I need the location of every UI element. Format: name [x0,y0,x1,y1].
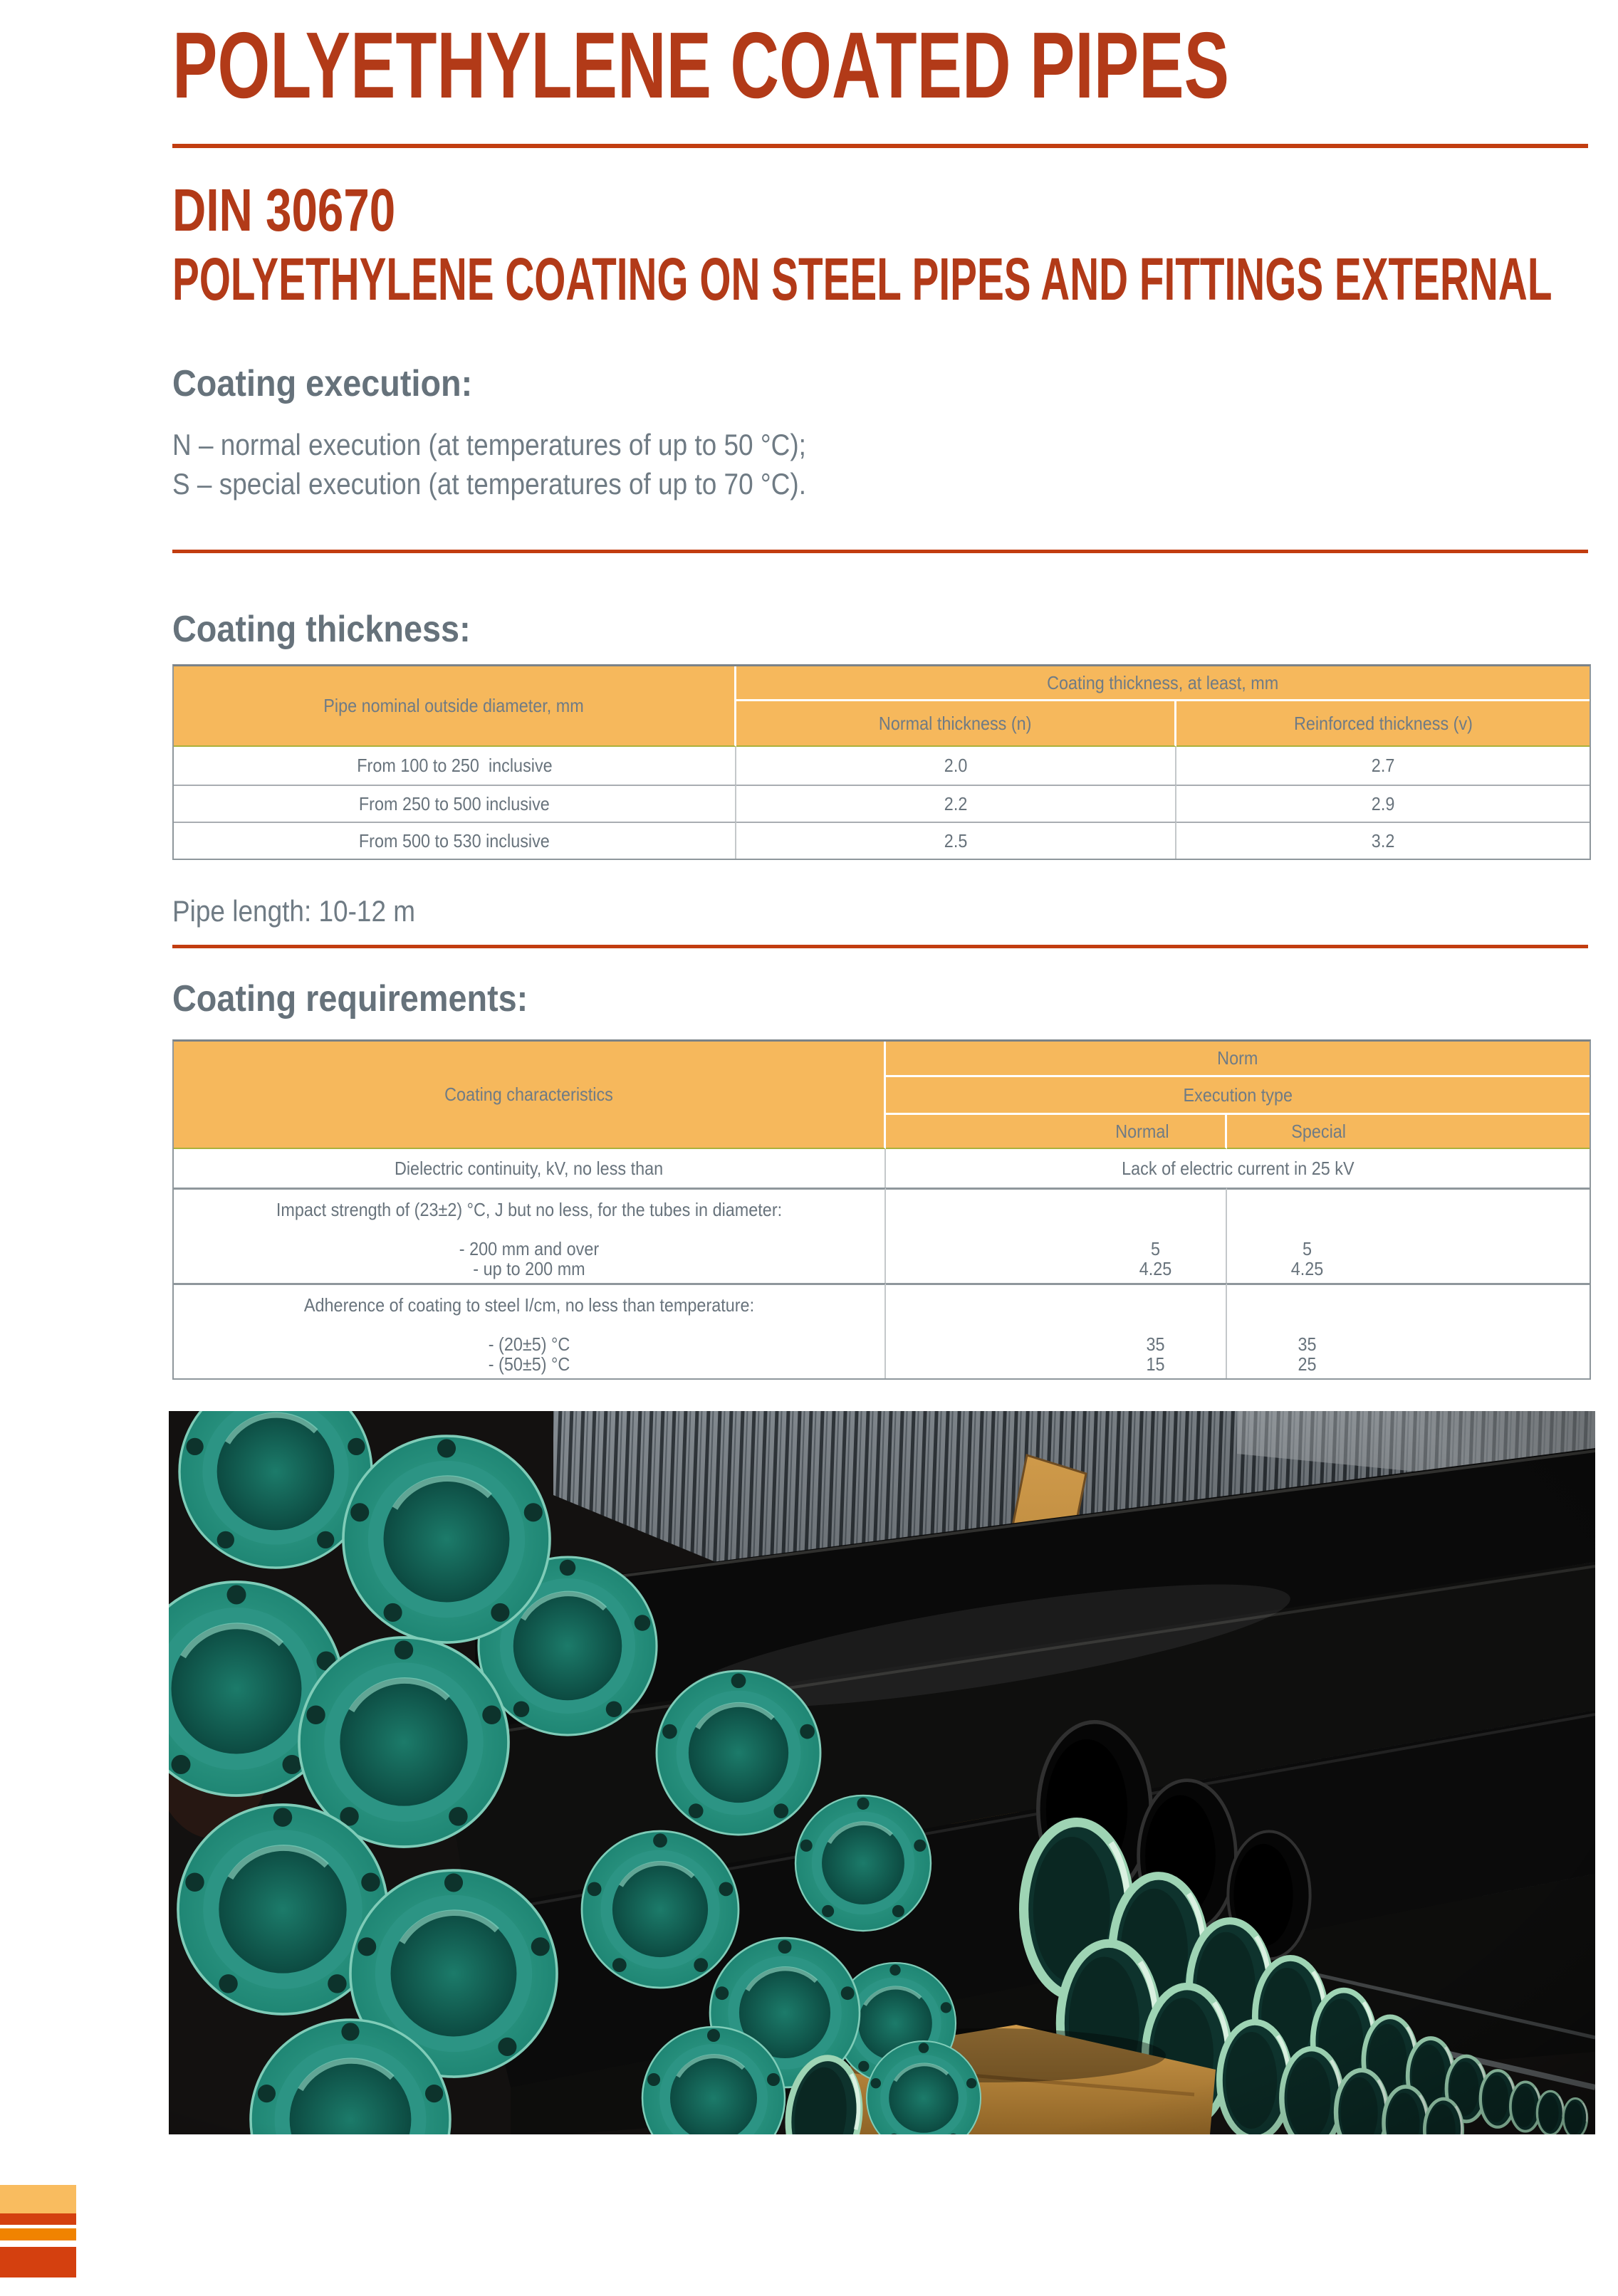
pipe-length-note: Pipe length: 10-12 m [172,894,416,928]
table-row: From 500 to 530 inclusive [174,822,736,859]
section-divider [172,550,1588,553]
page-title-text: POLYETHYLENE COATED PIPES [172,13,1229,117]
col-header-normal: Normal [886,1115,1227,1149]
col-header-reinforced-thickness: Reinforced thickness (v) [1176,701,1590,747]
adherence-special-values: 35 25 [1227,1283,1590,1378]
pipes-photo [169,1411,1595,2134]
col-header-characteristics: Coating characteristics [174,1042,886,1149]
impact-characteristic: Impact strength of (23±2) °C, J but no less, for the tubes in diameter: [276,1199,783,1220]
col-header-norm: Norm [886,1042,1590,1077]
impact-special-values: 5 4.25 [1227,1188,1590,1283]
adherence-item: - (20±5) °C [488,1333,570,1355]
requirements-heading: Coating requirements: [172,978,528,1019]
adherence-normal-values: 35 15 [886,1283,1227,1378]
logo-stripe-light-orange [0,2185,76,2213]
table-cell: 2.7 [1176,747,1590,785]
table-cell-dielectric-norm: Lack of electric current in 25 kV [886,1149,1590,1188]
standard-number: DIN 30670 [172,177,396,243]
table-cell: 2.2 [736,785,1176,822]
col-header-normal-thickness: Normal thickness (n) [736,701,1176,747]
page-title [172,13,1618,117]
table-cell: 2.5 [736,822,1176,859]
table-cell: 3.2 [1176,822,1590,859]
col-header-thickness-group: Coating thickness, at least, mm [736,666,1590,701]
col-header-special: Special [1227,1115,1590,1149]
impact-item: - 200 mm and over [459,1238,600,1259]
table-row-adherence [174,1283,886,1378]
coating-thickness-table [172,664,1591,860]
adherence-characteristic: Adherence of coating to steel I/cm, no less than temperature: [303,1294,755,1316]
standard-subtitle: POLYETHYLENE COATING ON STEEL PIPES AND FITTINGS EXTERNAL [172,246,1552,313]
table-cell: 2.9 [1176,785,1590,822]
section-divider [172,945,1588,948]
table-row: From 250 to 500 inclusive [174,785,736,822]
table-cell: 2.0 [736,747,1176,785]
table-row-dielectric: Dielectric continuity, kV, no less than [174,1149,886,1188]
title-divider [172,144,1588,148]
logo-stripe-red [0,2247,76,2277]
standard-heading [172,176,1618,314]
logo-stripes [0,2185,76,2277]
impact-item: - up to 200 mm [473,1258,585,1279]
col-header-diameter: Pipe nominal outside diameter, mm [174,666,736,747]
coating-requirements-table [172,1039,1591,1380]
execution-line-special: S – special execution (at temperatures of up to 70 °C). [172,467,806,500]
table-row: From 100 to 250 inclusive [174,747,736,785]
logo-stripe-red [0,2213,76,2225]
adherence-item: - (50±5) °C [488,1353,570,1375]
impact-normal-values: 5 4.25 [886,1188,1227,1283]
execution-line-normal: N – normal execution (at temperatures of up to 50 °C); [172,428,806,461]
table-row-impact [174,1188,886,1283]
logo-stripe-orange [0,2228,76,2240]
execution-heading: Coating execution: [172,363,473,404]
execution-lines [172,425,892,503]
thickness-heading: Coating thickness: [172,609,471,650]
col-header-execution-type: Execution type [886,1077,1590,1115]
